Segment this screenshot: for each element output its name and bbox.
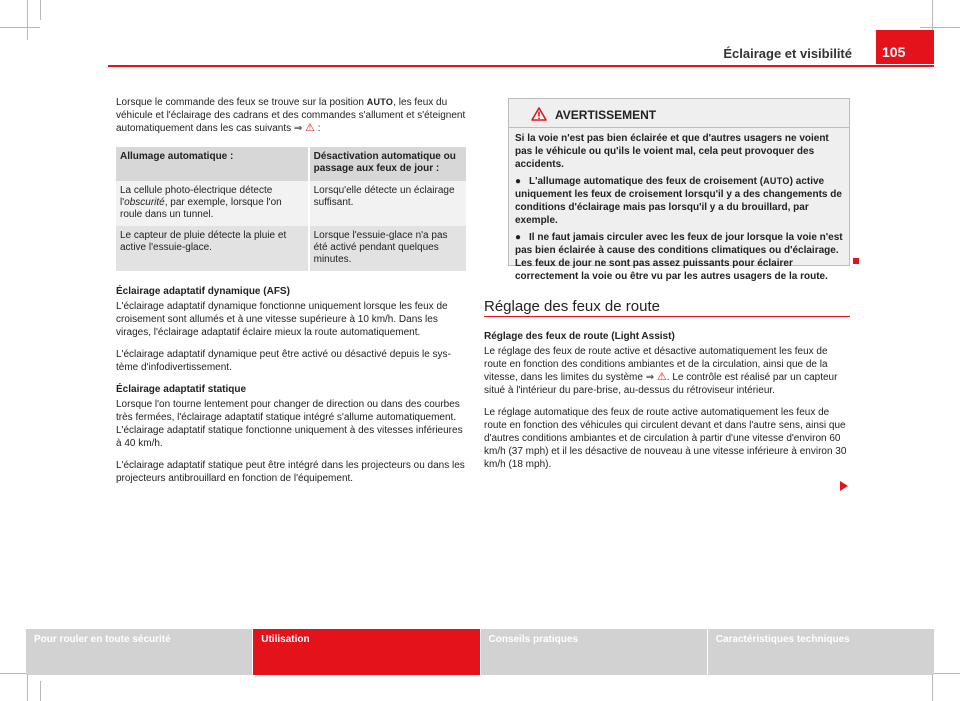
warning-header: [509, 99, 849, 128]
warning-triangle-icon[interactable]: ⚠: [656, 371, 667, 383]
warning-triangle-icon[interactable]: ⚠: [305, 122, 315, 134]
crop-mark: [40, 0, 41, 20]
section-end-marker: [853, 258, 859, 264]
auto-lighting-table: [116, 147, 466, 271]
tab-practical-advice[interactable]: Conseils pratiques: [480, 629, 707, 675]
afs-paragraph-1: L'éclairage adaptatif dynamique fonctionne uniquement lorsque les feux de croisement sont allumés et à une vitesse supérieure à 10 km/h. Dans les virages, l'éclairage adaptatif éclaire mieux la route automatiquement.: [116, 301, 448, 338]
light-assist-paragraph-1: Le réglage des feux de route active et désactive automatiquement les feux de route en fonction des conditions ambiantes et de la circulation, ainsi que de la vitesse, dans les limites du système ⇒ ⚠. Le contrôle est réalisé par un capteur situé à l'intérieur du pare-brise, au-dessus du rétroviseur intérieur.: [484, 346, 838, 396]
intro-text-start: Lorsque le commande des feux se trouve sur la position: [116, 97, 367, 108]
table-cell: Le capteur de pluie détecte la pluie et active l'essuie-glace.: [116, 226, 309, 271]
bullet-icon: ●: [515, 176, 522, 187]
warning-paragraph: Si la voie n'est pas bien éclairée et que d'autres usagers ne voient pas le véhicule ou qu'ils le voient mal, cela peut provoquer des accidents.: [515, 133, 829, 170]
light-assist-paragraph-2: Le réglage automatique des feux de route active automatiquement les feux de route en fonction des véhicules qui circulent devant et dans l'autre sens, ainsi que d'autres conditions ambiantes et de circulation à partir d'une vitesse d'environ 60 km/h (37 mph) et il les désactive de nouveau à une vitesse inférieure à environ 30 km/h (18 mph).: [484, 407, 847, 470]
bullet-icon: ●: [515, 232, 522, 243]
page-header-title: Éclairage et visibilité: [723, 46, 852, 61]
left-column: [116, 96, 466, 494]
table-cell: Lorsqu'elle détecte un éclairage suffisant.: [309, 181, 466, 226]
right-column: [484, 330, 850, 480]
warning-body: [509, 128, 849, 283]
continue-arrow-icon: [840, 481, 848, 491]
crop-mark: [27, 0, 28, 40]
table-row: [116, 181, 466, 226]
section-title: Réglage des feux de route: [484, 298, 660, 315]
section-rule: [484, 316, 850, 317]
static-paragraph-1: Lorsque l'on tourne lentement pour changer de direction ou dans des courbes très fermées, l'éclairage adaptatif statique intégré s'allume automatiquement. L'éclairage adaptatif statique fonctionne uniquement à des vitesses inférieures à 40 km/h.: [116, 399, 463, 449]
table-header-deactivation: Désactivation automatique ou passage aux feux de jour :: [309, 147, 466, 181]
tab-technical-specs[interactable]: Caractéristiques techniques: [707, 629, 934, 675]
static-paragraph-2: L'éclairage adaptatif statique peut être intégré dans les projecteurs ou dans les projecteurs antibrouillard en fonction de l'équipement.: [116, 460, 465, 484]
auto-symbol: AUTO: [366, 97, 394, 107]
auto-symbol: AUTO: [763, 176, 790, 186]
crop-mark: [40, 681, 41, 701]
crop-mark: [0, 27, 40, 28]
tab-usage[interactable]: Utilisation: [252, 629, 479, 675]
warning-triangle-icon: [531, 107, 547, 121]
table-header-activation: Allumage automatique :: [116, 147, 309, 181]
tab-safety[interactable]: Pour rouler en toute sécurité: [26, 629, 252, 675]
warning-bullet: ● L'allumage automatique des feux de croisement (AUTO) active uniquement les feux de croisement lorsqu'il y a des changements de conditions d'éclairage mais pas lorsqu'il y a du brouillard, par exemple.: [515, 176, 842, 226]
warning-bullet: ● Il ne faut jamais circuler avec les feux de jour lorsque la voie n'est pas bien éclairée à cause des conditions climatiques ou d'éclairage. Les feux de jour ne sont pas assez puissants pour éclairer correctement la voie ou être vu par les autres usagers de la route.: [515, 232, 843, 282]
light-assist-heading: Réglage des feux de route (Light Assist): [484, 331, 675, 342]
afs-paragraph-2: L'éclairage adaptatif dynamique peut être activé ou désactivé depuis le système d'infodivertissement.: [116, 349, 451, 373]
warning-box: [508, 98, 850, 282]
intro-paragraph: Lorsque le commande des feux se trouve sur la position AUTO, les feux du véhicule et l'éclairage des cadrans et des commandes s'allument et s'éteignent automatiquement dans les cas suivants ⇒ ⚠ :: [116, 97, 466, 134]
static-heading: Éclairage adaptatif statique: [116, 384, 247, 395]
table-cell: La cellule photo-électrique détecte l'obscurité, par exemple, lorsque l'on roule dans un tunnel.: [116, 181, 309, 226]
afs-heading: Éclairage adaptatif dynamique (AFS): [116, 286, 290, 297]
intro-text-end: , les feux du véhicule et l'éclairage des cadrans et des commandes s'allument et s'éteignent automatiquement dans les cas suivants ⇒: [116, 97, 466, 134]
header-rule: [108, 65, 934, 67]
warning-title: AVERTISSEMENT: [555, 108, 657, 122]
crop-mark: [920, 27, 960, 28]
footer-nav: [26, 629, 934, 675]
table-row: [116, 226, 466, 271]
table-cell: Lorsque l'essuie-glace n'a pas été activé pendant quelques minutes.: [309, 226, 466, 271]
page-number: 105: [876, 30, 934, 64]
